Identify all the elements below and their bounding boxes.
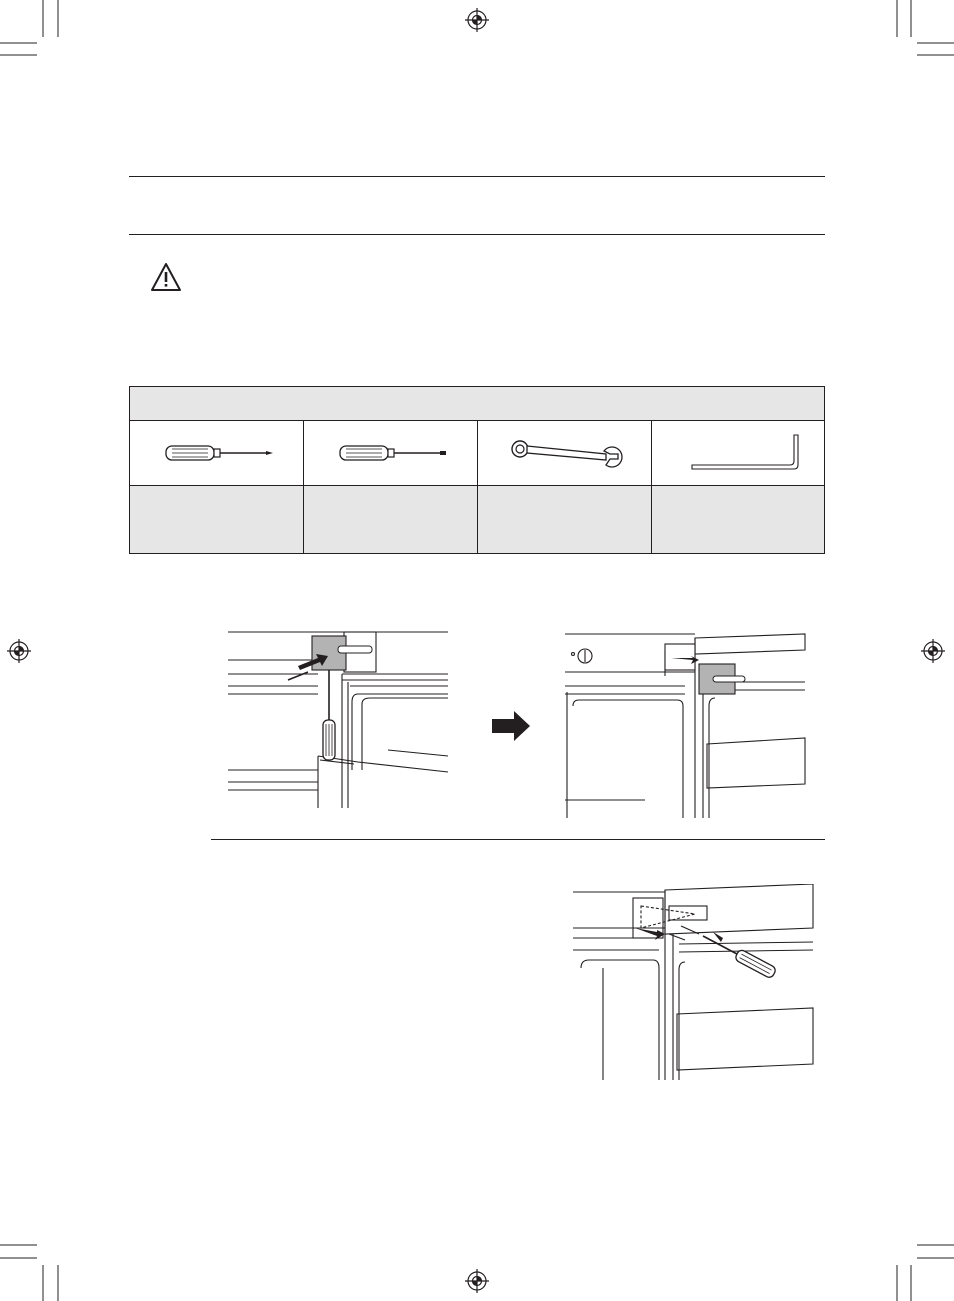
tool-cell [304, 421, 478, 485]
spanner-icon [478, 421, 652, 485]
warning-text [196, 262, 816, 322]
tool-cell [130, 421, 304, 485]
tool-cell [478, 421, 652, 485]
tool-label [130, 486, 304, 553]
remove-hinge-cover-figure [228, 630, 450, 808]
header-rule-bottom [129, 234, 825, 235]
flat-screwdriver-icon [304, 421, 478, 485]
section-title [129, 190, 825, 220]
hex-key-icon [652, 421, 824, 485]
tool-label [304, 486, 478, 553]
phillips-screwdriver-icon [130, 421, 304, 485]
hinge-cover-removed-figure [565, 632, 810, 818]
tool-cell [652, 421, 824, 485]
tool-label [478, 486, 652, 553]
tools-table-header [130, 387, 824, 421]
tool-label [652, 486, 824, 553]
tools-table [129, 386, 825, 554]
header-rule-top [129, 176, 825, 177]
warning-icon [150, 262, 182, 292]
section-divider [211, 839, 825, 840]
remove-hinge-screws-figure [573, 884, 816, 1080]
arrow-right-icon [492, 711, 530, 741]
